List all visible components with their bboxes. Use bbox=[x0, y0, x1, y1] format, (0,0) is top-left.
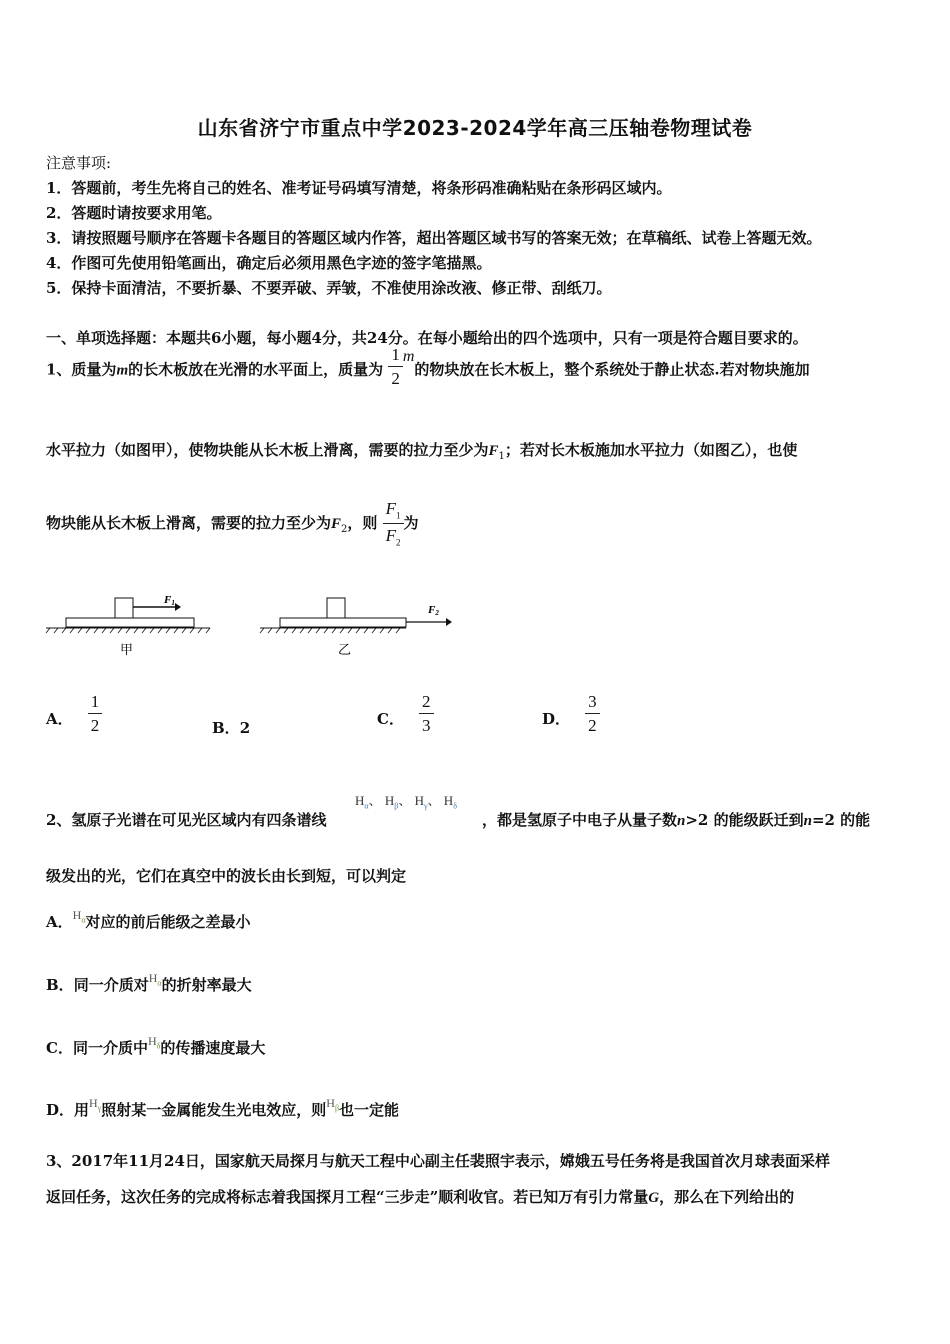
board-right bbox=[280, 618, 406, 627]
q1-option-d[interactable]: D． $\frac{3}{2}$ bbox=[542, 693, 600, 734]
q2-line1a: 2、氢原子光谱在可见光区域内有四条谱线 bbox=[46, 811, 327, 829]
notice-item: 5．保持卡面清洁，不要折暴、不要弄破、弄皱，不准使用涂改液、修正带、刮纸刀。 bbox=[46, 279, 612, 297]
block-left bbox=[115, 598, 133, 618]
board-figures bbox=[40, 588, 470, 660]
q1-line3: 物块能从长木板上滑离，需要的拉力至少为$F_2$，则 $\frac{F_1}{F_2}$ 为 bbox=[46, 499, 419, 548]
force-label-right: F2 bbox=[428, 604, 439, 617]
fraction-f1-f2: $\frac{F_1}{F_2}$ bbox=[383, 500, 404, 548]
figure-label-right: 乙 bbox=[338, 643, 352, 658]
q2-line2: 级发出的光，它们在真空中的波长由长到短，可以判定 bbox=[46, 867, 407, 885]
notice-item: 1．答题前，考生先将自己的姓名、准考证号码填写清楚，将条形码准确粘贴在条形码区域内。 bbox=[46, 179, 672, 197]
board-left bbox=[66, 618, 194, 627]
q2-option-a[interactable]: A．$^{H_\alpha}$对应的前后能级之差最小 bbox=[46, 908, 251, 931]
notice-heading: 注意事项: bbox=[46, 154, 112, 172]
page-title: 山东省济宁市重点中学2023-2024学年高三压轴卷物理试卷 bbox=[197, 116, 753, 140]
q2-option-c[interactable]: C．同一介质中$^{H_\delta}$的传播速度最大 bbox=[46, 1034, 266, 1057]
q3-line2: 返回任务，这次任务的完成将标志着我国探月工程“三步走”顺利收官。若已知万有引力常量G，那么在下列给出的 bbox=[46, 1188, 795, 1206]
q1-line1: 1、质量为m的长木板放在光滑的水平面上，质量为 $\frac{1}{2}$ m的物块放在长木板上，整个系统处于静止状态.若对物块施加 bbox=[46, 345, 810, 388]
q2-line1b: ，都是氢原子中电子从量子数n>2 的能级跃迁到n=2 的能 bbox=[482, 811, 871, 829]
q1-option-a[interactable]: A． $\frac{1}{2}$ bbox=[46, 693, 102, 734]
notice-item: 2．答题时请按要求用笔。 bbox=[46, 204, 222, 222]
q1-option-c[interactable]: C． $\frac{2}{3}$ bbox=[377, 693, 434, 734]
figure-left bbox=[46, 594, 210, 658]
q2-option-d[interactable]: D．用$^{H_\gamma}$照射某一金属能发生光电效应，则$^{H_\beta}$也一定能 bbox=[46, 1096, 400, 1119]
q2-option-b[interactable]: B．同一介质对$^{H_\alpha}$的折射率最大 bbox=[46, 971, 252, 994]
figure-right bbox=[260, 598, 452, 658]
block-right bbox=[327, 598, 345, 618]
q1-option-b[interactable]: B．2 bbox=[212, 719, 251, 737]
q3-line1: 3、2017年11月24日，国家航天局探月与航天工程中心副主任裴照宇表示，嫦娥五号任务将是我国首次月球表面采样 bbox=[46, 1152, 830, 1170]
fraction-half-m: $\frac{1}{2}$ bbox=[388, 346, 403, 387]
force-label-left: F1 bbox=[164, 594, 175, 607]
figure-label-left: 甲 bbox=[120, 643, 134, 658]
spectral-lines: $H_\alpha$、 $H_\beta$、 $H_\gamma$、 $H_\delta$ bbox=[355, 793, 457, 811]
notice-item: 3．请按照题号顺序在答题卡各题目的答题区域内作答，超出答题区域书写的答案无效；在草稿纸、试卷上答题无效。 bbox=[46, 229, 822, 247]
notice-item: 4．作图可先使用铅笔画出，确定后必须用黑色字迹的签字笔描黑。 bbox=[46, 254, 492, 272]
q1-line2: 水平拉力（如图甲），使物块能从长木板上滑离，需要的拉力至少为$F_1$；若对长木板施加水平拉力（如图乙），也使 bbox=[46, 441, 798, 462]
section-heading: 一、单项选择题：本题共6小题，每小题4分，共24分。在每小题给出的四个选项中，只有一项是符合题目要求的。 bbox=[46, 329, 808, 347]
